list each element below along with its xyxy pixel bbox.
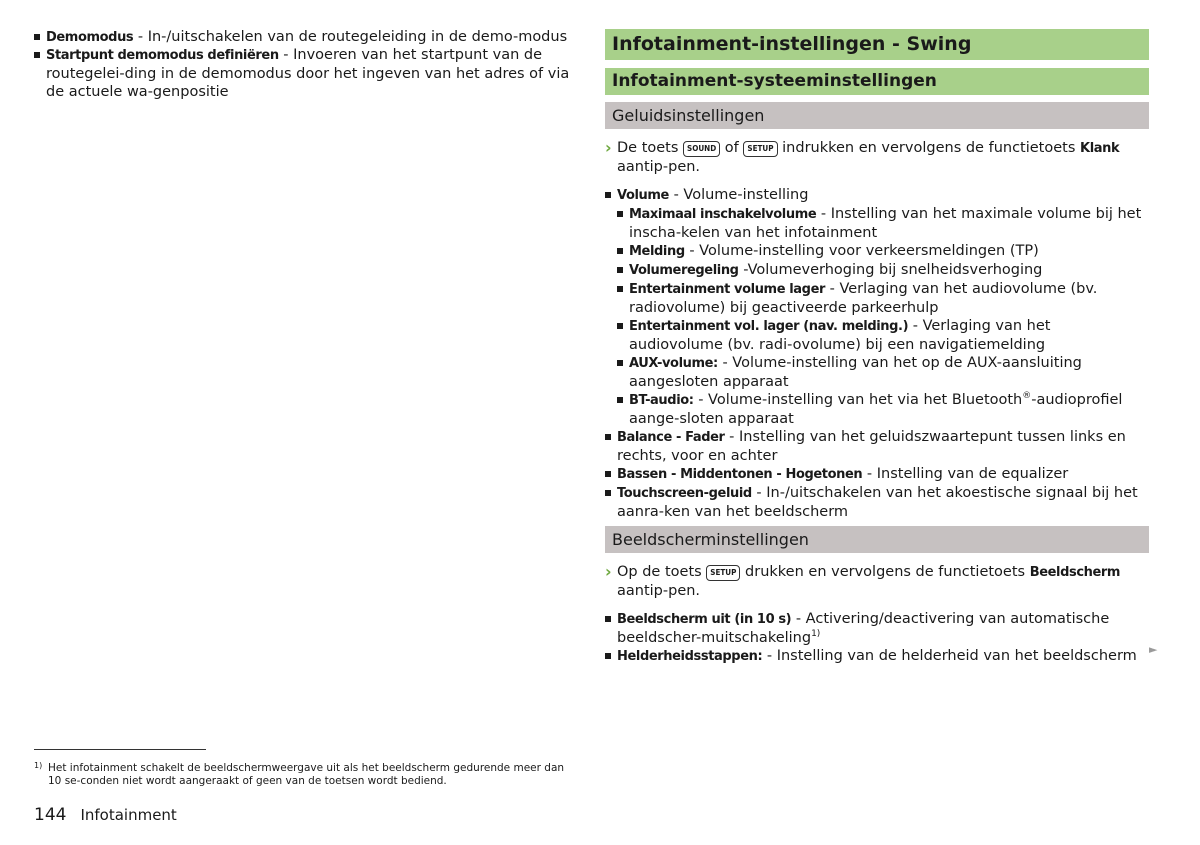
list-item: Demomodus - In-/uitschakelen van de routegeleiding in de demo-modus — [34, 28, 586, 47]
subsection-heading-screen: Beeldscherminstellingen — [605, 526, 1149, 553]
section-name: Infotainment — [80, 806, 177, 824]
list-item: Startpunt demomodus definiëren - Invoeren van het startpunt van de routegelei-ding in de demomodus door het ingeven van het adres of via de actuele wa-genpositie — [34, 46, 574, 101]
list-item: Melding - Volume-instelling voor verkeersmeldingen (TP) — [617, 242, 1145, 261]
footnote: 1) Het infotainment schakelt de beeldschermweergave uit als het beeldscherm gedurende meer dan 10 se-conden niet wordt aangeraakt of geen van de toetsen wordt bediend. — [34, 761, 565, 787]
list-item: Entertainment vol. lager (nav. melding.) - Verlaging van het audiovolume (bv. radi-ovolume) bij een navigatiemelding — [617, 317, 1145, 354]
chevron-right-icon: › — [605, 138, 612, 157]
list-item: Beeldscherm uit (in 10 s) - Activering/deactivering van automatische beeldscher-muitschakeling$^{1)}$ — [605, 610, 1145, 647]
page-footer — [34, 805, 177, 825]
list-item: Touchscreen-geluid - In-/uitschakelen van het akoestische signaal bij het aanra-ken van het beeldscherm — [605, 484, 1145, 521]
list-item: Maximaal inschakelvolume - Instelling van het maximale volume bij het inscha-kelen van het infotainment — [617, 205, 1145, 242]
subsection-heading-sound: Geluidsinstellingen — [605, 102, 1149, 129]
sound-section — [605, 139, 1145, 521]
footnote-divider — [34, 749, 206, 750]
instruction-step: › Op de toets SETUP drukken en vervolgens de functietoets Beeldscherm aantip-pen. — [605, 562, 1121, 599]
next-page-marker-icon: ► — [1149, 643, 1158, 656]
list-item: AUX-volume: - Volume-instelling van het op de AUX-aansluiting aangesloten apparaat — [617, 354, 1145, 391]
list-item: BT-audio: - Volume-instelling van het via het Bluetooth®-audioprofiel aange-sloten apparaat — [617, 391, 1145, 428]
sound-key-icon: SOUND — [683, 141, 720, 157]
page-number: 144 — [34, 805, 67, 825]
screen-section — [605, 563, 1145, 666]
instruction-step: › De toets SOUND of SETUP indrukken en vervolgens de functietoets Klank aantip-pen. — [605, 138, 1120, 175]
list-item: Volumeregeling -Volumeverhoging bij snelheidsverhoging — [617, 261, 1145, 280]
chapter-heading: Infotainment-instellingen - Swing — [605, 29, 1149, 60]
chevron-right-icon: › — [605, 562, 612, 581]
setup-key-icon: SETUP — [706, 565, 740, 581]
list-item: Helderheidsstappen: - Instelling van de helderheid van het beeldscherm — [605, 647, 1145, 666]
section-heading: Infotainment-systeeminstellingen — [605, 68, 1149, 95]
setup-key-icon: SETUP — [743, 141, 777, 157]
list-item: Entertainment volume lager - Verlaging van het audiovolume (bv. radiovolume) bij geactiveerde parkeerhulp — [617, 280, 1145, 317]
list-item: Bassen - Middentonen - Hogetonen - Instelling van de equalizer — [605, 465, 1145, 484]
list-item: Volume - Volume-instelling — [605, 186, 1145, 205]
list-item: Balance - Fader - Instelling van het geluidszwaartepunt tussen links en rechts, voor en achter — [605, 428, 1145, 465]
